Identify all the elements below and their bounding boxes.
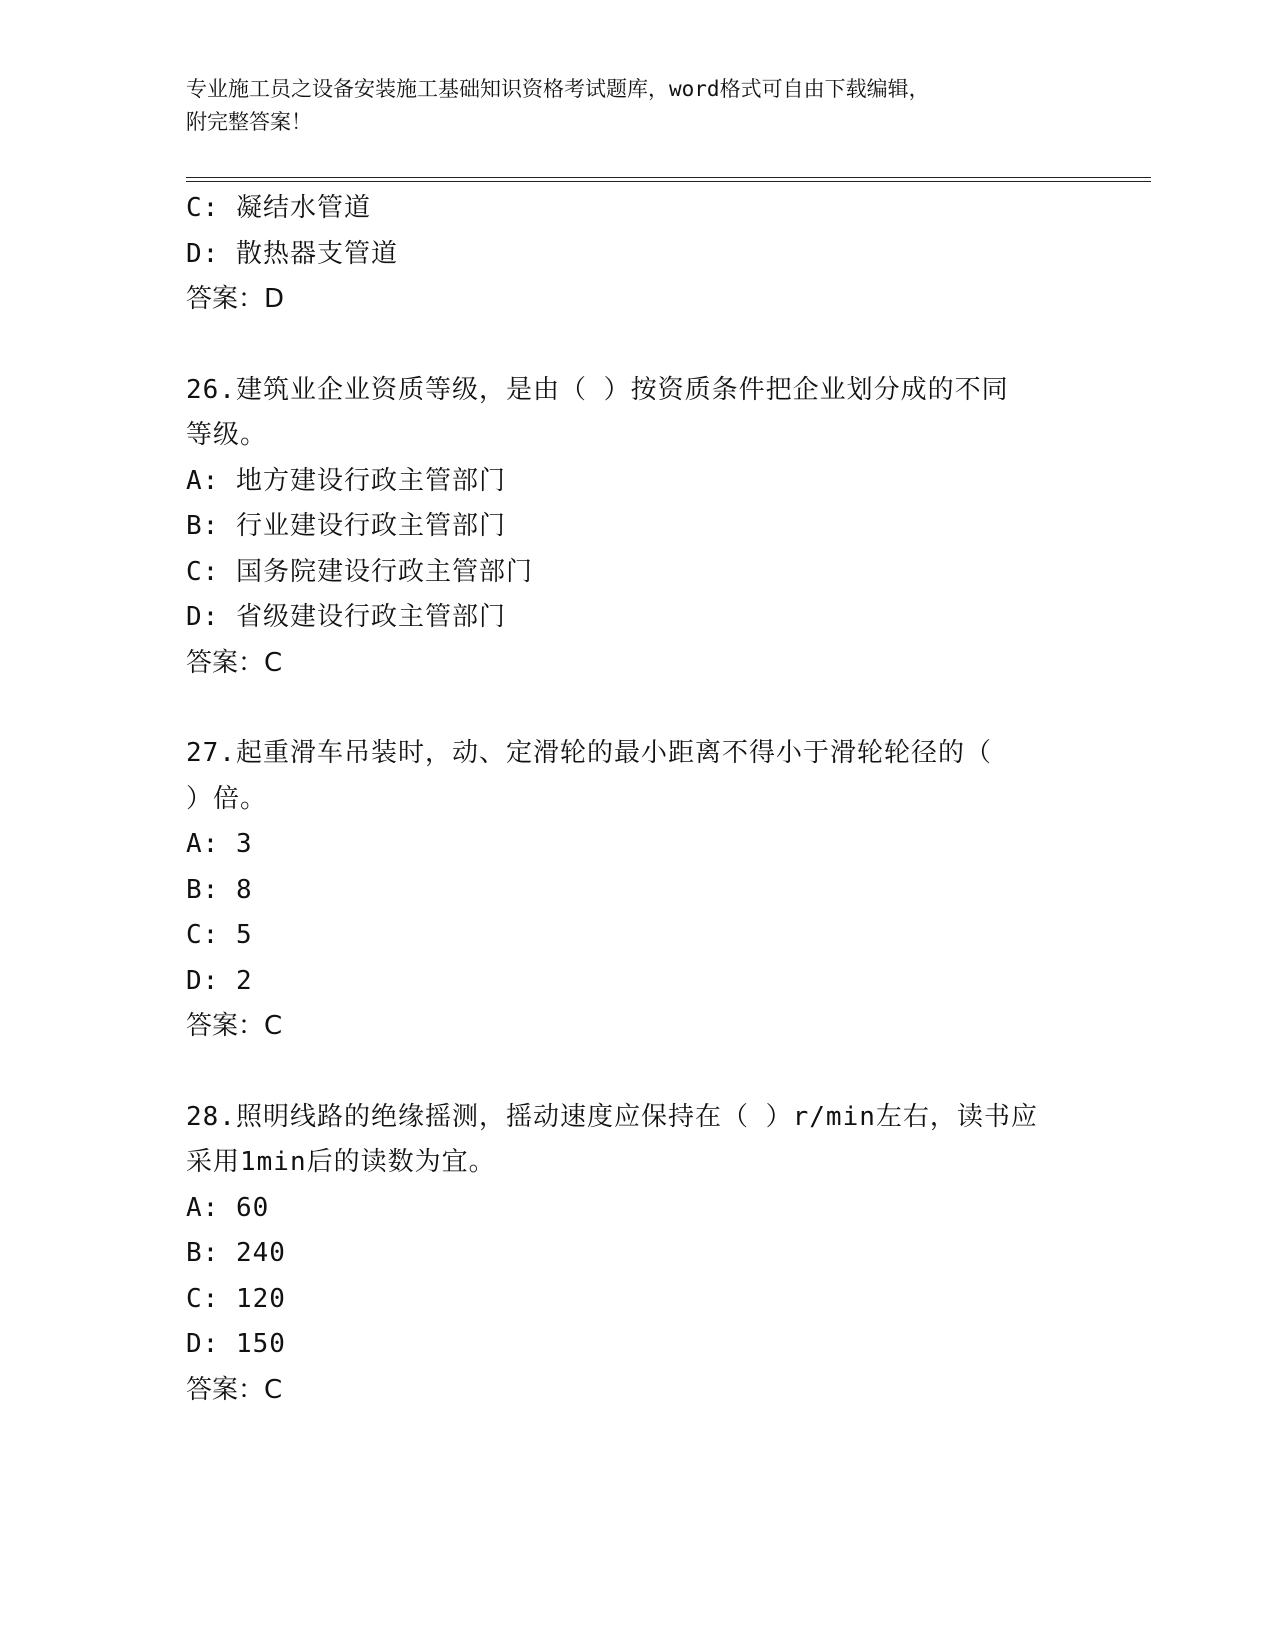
spacer xyxy=(186,1050,1086,1095)
question-26 xyxy=(186,368,1086,687)
answer-line: 答案：C xyxy=(186,1374,283,1405)
option-c: C: 5 xyxy=(186,920,253,950)
option-a: A: 60 xyxy=(186,1192,270,1223)
header-line-1: 专业施工员之设备安装施工基础知识资格考试题库，word格式可自由下载编辑， xyxy=(186,77,930,101)
question-stem-line-1: 27.起重滑车吊装时，动、定滑轮的最小距离不得小于滑轮轮径的（ xyxy=(186,738,992,768)
question-27 xyxy=(186,731,1086,1050)
question-28 xyxy=(186,1095,1086,1414)
option-a: A: 地方建设行政主管部门 xyxy=(186,465,506,496)
option-d: D: 省级建设行政主管部门 xyxy=(186,602,506,632)
header-line-2: 附完整答案！ xyxy=(186,110,312,134)
header-rule-bottom xyxy=(186,181,1151,182)
answer-line: 答案：D xyxy=(186,284,285,314)
question-stem-line-2: ）倍。 xyxy=(186,783,268,814)
question-stem-line-2: 等级。 xyxy=(186,420,268,450)
option-b: B: 8 xyxy=(186,874,253,905)
document-header xyxy=(186,73,1086,139)
question-stem-line-2: 采用1min后的读数为宜。 xyxy=(186,1147,496,1177)
question-fragment xyxy=(186,186,1086,323)
spacer xyxy=(186,323,1086,368)
header-rule-top xyxy=(186,177,1151,178)
option-d: D: 150 xyxy=(186,1329,286,1359)
option-a: A: 3 xyxy=(186,829,253,859)
question-stem-line-1: 28.照明线路的绝缘摇测，摇动速度应保持在（ ）r/min左右，读书应 xyxy=(186,1101,1038,1132)
option-c: C: 120 xyxy=(186,1283,286,1314)
option-b: B: 行业建设行政主管部门 xyxy=(186,511,506,541)
option-d: D: 散热器支管道 xyxy=(186,238,398,269)
option-c: C: 凝结水管道 xyxy=(186,193,371,223)
option-c: C: 国务院建设行政主管部门 xyxy=(186,556,533,587)
option-d: D: 2 xyxy=(186,965,253,996)
spacer xyxy=(186,686,1086,731)
option-b: B: 240 xyxy=(186,1238,286,1268)
question-stem-line-1: 26.建筑业企业资质等级，是由（ ）按资质条件把企业划分成的不同 xyxy=(186,374,1009,405)
answer-line: 答案：C xyxy=(186,647,283,678)
answer-line: 答案：C xyxy=(186,1011,283,1041)
question-list xyxy=(186,186,1086,1413)
